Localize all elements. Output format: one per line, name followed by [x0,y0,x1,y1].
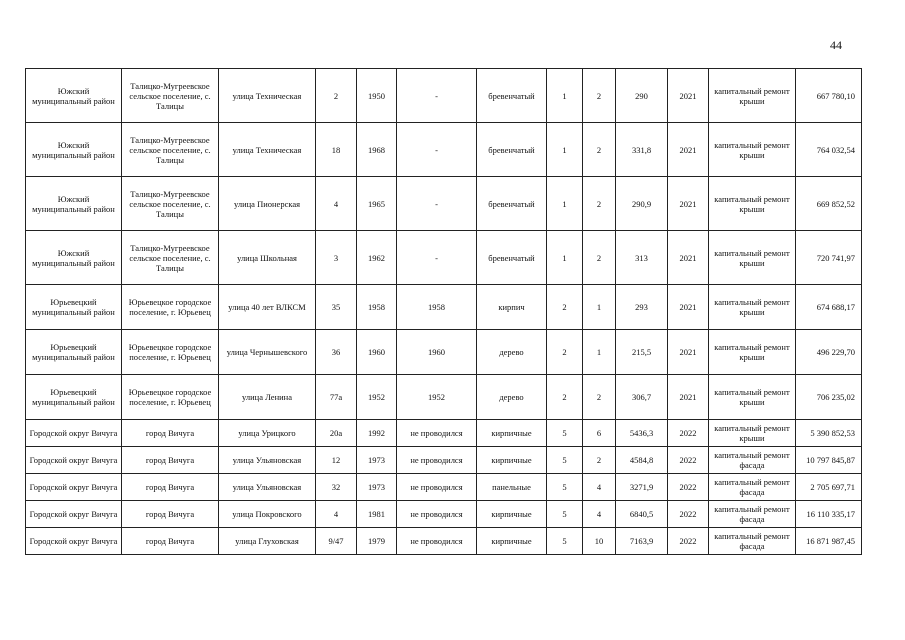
cell-floors: 5 [547,528,583,555]
table-body [26,69,862,555]
cell-settlement: Талицко-Мугреевское сельское поселение, с. Талицы [122,231,219,285]
cell-cost: 16 110 335,17 [796,501,862,528]
cell-street: улица Техническая [219,123,316,177]
cell-house: 12 [316,447,357,474]
cell-cost: 720 741,97 [796,231,862,285]
cell-year-last-repair: 1952 [397,375,477,420]
cell-work-type: капитальный ремонт крыши [709,375,796,420]
cell-plan-year: 2022 [668,447,709,474]
cell-material: панельные [477,474,547,501]
cell-street: улица Глуховская [219,528,316,555]
cell-material: кирпичные [477,528,547,555]
cell-district: Юрьевецкий муниципальный район [26,375,122,420]
cell-work-type: капитальный ремонт крыши [709,285,796,330]
cell-entrances: 1 [583,330,616,375]
table-row [26,447,862,474]
cell-year-last-repair: не проводился [397,528,477,555]
cell-work-type: капитальный ремонт крыши [709,69,796,123]
cell-plan-year: 2021 [668,69,709,123]
cell-area: 6840,5 [616,501,668,528]
cell-work-type: капитальный ремонт крыши [709,177,796,231]
table-row [26,330,862,375]
cell-district: Городской округ Вичуга [26,528,122,555]
cell-cost: 667 780,10 [796,69,862,123]
cell-street: улица Школьная [219,231,316,285]
cell-street: улица Ульяновская [219,447,316,474]
cell-district: Городской округ Вичуга [26,501,122,528]
cell-plan-year: 2021 [668,330,709,375]
table-row [26,528,862,555]
cell-area: 290 [616,69,668,123]
cell-street: улица Пионерская [219,177,316,231]
cell-floors: 5 [547,474,583,501]
cell-work-type: капитальный ремонт фасада [709,501,796,528]
cell-year-last-repair: - [397,123,477,177]
cell-floors: 5 [547,447,583,474]
cell-material: бревенчатый [477,231,547,285]
cell-house: 36 [316,330,357,375]
cell-district: Городской округ Вичуга [26,447,122,474]
cell-plan-year: 2022 [668,501,709,528]
cell-entrances: 10 [583,528,616,555]
table-row [26,177,862,231]
cell-settlement: Юрьевецкое городское поселение, г. Юрьевец [122,330,219,375]
cell-year-built: 1958 [357,285,397,330]
cell-street: улица Чернышевского [219,330,316,375]
cell-year-last-repair: 1958 [397,285,477,330]
cell-work-type: капитальный ремонт крыши [709,330,796,375]
cell-settlement: Талицко-Мугреевское сельское поселение, с. Талицы [122,69,219,123]
cell-district: Юрьевецкий муниципальный район [26,330,122,375]
cell-work-type: капитальный ремонт фасада [709,528,796,555]
cell-street: улица 40 лет ВЛКСМ [219,285,316,330]
cell-house: 9/47 [316,528,357,555]
cell-year-built: 1965 [357,177,397,231]
cell-street: улица Техническая [219,69,316,123]
cell-settlement: город Вичуга [122,447,219,474]
cell-year-built: 1981 [357,501,397,528]
cell-district: Южский муниципальный район [26,177,122,231]
cell-material: дерево [477,375,547,420]
cell-year-built: 1968 [357,123,397,177]
cell-plan-year: 2021 [668,375,709,420]
cell-year-last-repair: не проводился [397,447,477,474]
table-row [26,420,862,447]
cell-plan-year: 2021 [668,231,709,285]
cell-entrances: 2 [583,69,616,123]
cell-plan-year: 2021 [668,285,709,330]
cell-area: 290,9 [616,177,668,231]
cell-floors: 1 [547,177,583,231]
cell-floors: 2 [547,375,583,420]
cell-district: Южский муниципальный район [26,69,122,123]
cell-entrances: 2 [583,447,616,474]
cell-area: 215,5 [616,330,668,375]
cell-material: кирпичные [477,501,547,528]
cell-plan-year: 2022 [668,528,709,555]
cell-street: улица Ленина [219,375,316,420]
table-row [26,501,862,528]
cell-year-built: 1973 [357,474,397,501]
cell-entrances: 2 [583,375,616,420]
cell-work-type: капитальный ремонт фасада [709,474,796,501]
cell-entrances: 2 [583,177,616,231]
cell-area: 313 [616,231,668,285]
cell-material: бревенчатый [477,123,547,177]
cell-house: 4 [316,501,357,528]
cell-house: 35 [316,285,357,330]
cell-settlement: город Вичуга [122,501,219,528]
cell-cost: 5 390 852,53 [796,420,862,447]
cell-floors: 1 [547,123,583,177]
cell-house: 77а [316,375,357,420]
cell-settlement: Юрьевецкое городское поселение, г. Юрьевец [122,375,219,420]
cell-cost: 2 705 697,71 [796,474,862,501]
cell-floors: 2 [547,285,583,330]
table-row [26,474,862,501]
cell-work-type: капитальный ремонт крыши [709,231,796,285]
cell-entrances: 2 [583,231,616,285]
cell-cost: 496 229,70 [796,330,862,375]
cell-work-type: капитальный ремонт крыши [709,123,796,177]
cell-area: 3271,9 [616,474,668,501]
cell-plan-year: 2021 [668,123,709,177]
cell-plan-year: 2021 [668,177,709,231]
cell-floors: 1 [547,69,583,123]
cell-material: кирпич [477,285,547,330]
cell-material: кирпичные [477,420,547,447]
cell-district: Городской округ Вичуга [26,420,122,447]
cell-entrances: 4 [583,501,616,528]
cell-material: бревенчатый [477,177,547,231]
cell-year-built: 1960 [357,330,397,375]
table-row [26,375,862,420]
cell-cost: 764 032,54 [796,123,862,177]
cell-cost: 706 235,02 [796,375,862,420]
cell-settlement: Талицко-Мугреевское сельское поселение, с. Талицы [122,177,219,231]
cell-year-last-repair: - [397,177,477,231]
cell-street: улица Ульяновская [219,474,316,501]
page-number: 44 [830,38,842,52]
cell-district: Городской округ Вичуга [26,474,122,501]
cell-floors: 5 [547,501,583,528]
cell-settlement: Талицко-Мугреевское сельское поселение, с. Талицы [122,123,219,177]
table-row [26,285,862,330]
cell-cost: 669 852,52 [796,177,862,231]
cell-district: Южский муниципальный район [26,231,122,285]
cell-house: 20а [316,420,357,447]
table-row [26,231,862,285]
cell-settlement: город Вичуга [122,420,219,447]
cell-year-built: 1950 [357,69,397,123]
cell-year-built: 1973 [357,447,397,474]
cell-entrances: 6 [583,420,616,447]
cell-street: улица Урицкого [219,420,316,447]
cell-year-built: 1962 [357,231,397,285]
table-row [26,69,862,123]
cell-year-built: 1992 [357,420,397,447]
cell-street: улица Покровского [219,501,316,528]
cell-material: дерево [477,330,547,375]
cell-entrances: 2 [583,123,616,177]
capital-repair-table [25,68,862,555]
cell-year-last-repair: 1960 [397,330,477,375]
cell-house: 32 [316,474,357,501]
cell-house: 18 [316,123,357,177]
cell-year-last-repair: - [397,231,477,285]
cell-year-built: 1979 [357,528,397,555]
cell-work-type: капитальный ремонт фасада [709,447,796,474]
table-row [26,123,862,177]
cell-district: Юрьевецкий муниципальный район [26,285,122,330]
cell-house: 2 [316,69,357,123]
cell-entrances: 1 [583,285,616,330]
cell-district: Южский муниципальный район [26,123,122,177]
cell-year-last-repair: не проводился [397,474,477,501]
cell-year-last-repair: - [397,69,477,123]
cell-work-type: капитальный ремонт крыши [709,420,796,447]
cell-area: 293 [616,285,668,330]
cell-material: бревенчатый [477,69,547,123]
cell-area: 306,7 [616,375,668,420]
cell-cost: 16 871 987,45 [796,528,862,555]
cell-floors: 1 [547,231,583,285]
cell-year-built: 1952 [357,375,397,420]
cell-floors: 2 [547,330,583,375]
cell-area: 7163,9 [616,528,668,555]
cell-settlement: город Вичуга [122,474,219,501]
cell-year-last-repair: не проводился [397,501,477,528]
cell-house: 3 [316,231,357,285]
cell-material: кирпичные [477,447,547,474]
cell-cost: 10 797 845,87 [796,447,862,474]
cell-plan-year: 2022 [668,474,709,501]
cell-cost: 674 688,17 [796,285,862,330]
cell-plan-year: 2022 [668,420,709,447]
cell-entrances: 4 [583,474,616,501]
cell-house: 4 [316,177,357,231]
cell-area: 331,8 [616,123,668,177]
cell-area: 5436,3 [616,420,668,447]
cell-area: 4584,8 [616,447,668,474]
cell-floors: 5 [547,420,583,447]
cell-settlement: Юрьевецкое городское поселение, г. Юрьевец [122,285,219,330]
cell-year-last-repair: не проводился [397,420,477,447]
cell-settlement: город Вичуга [122,528,219,555]
